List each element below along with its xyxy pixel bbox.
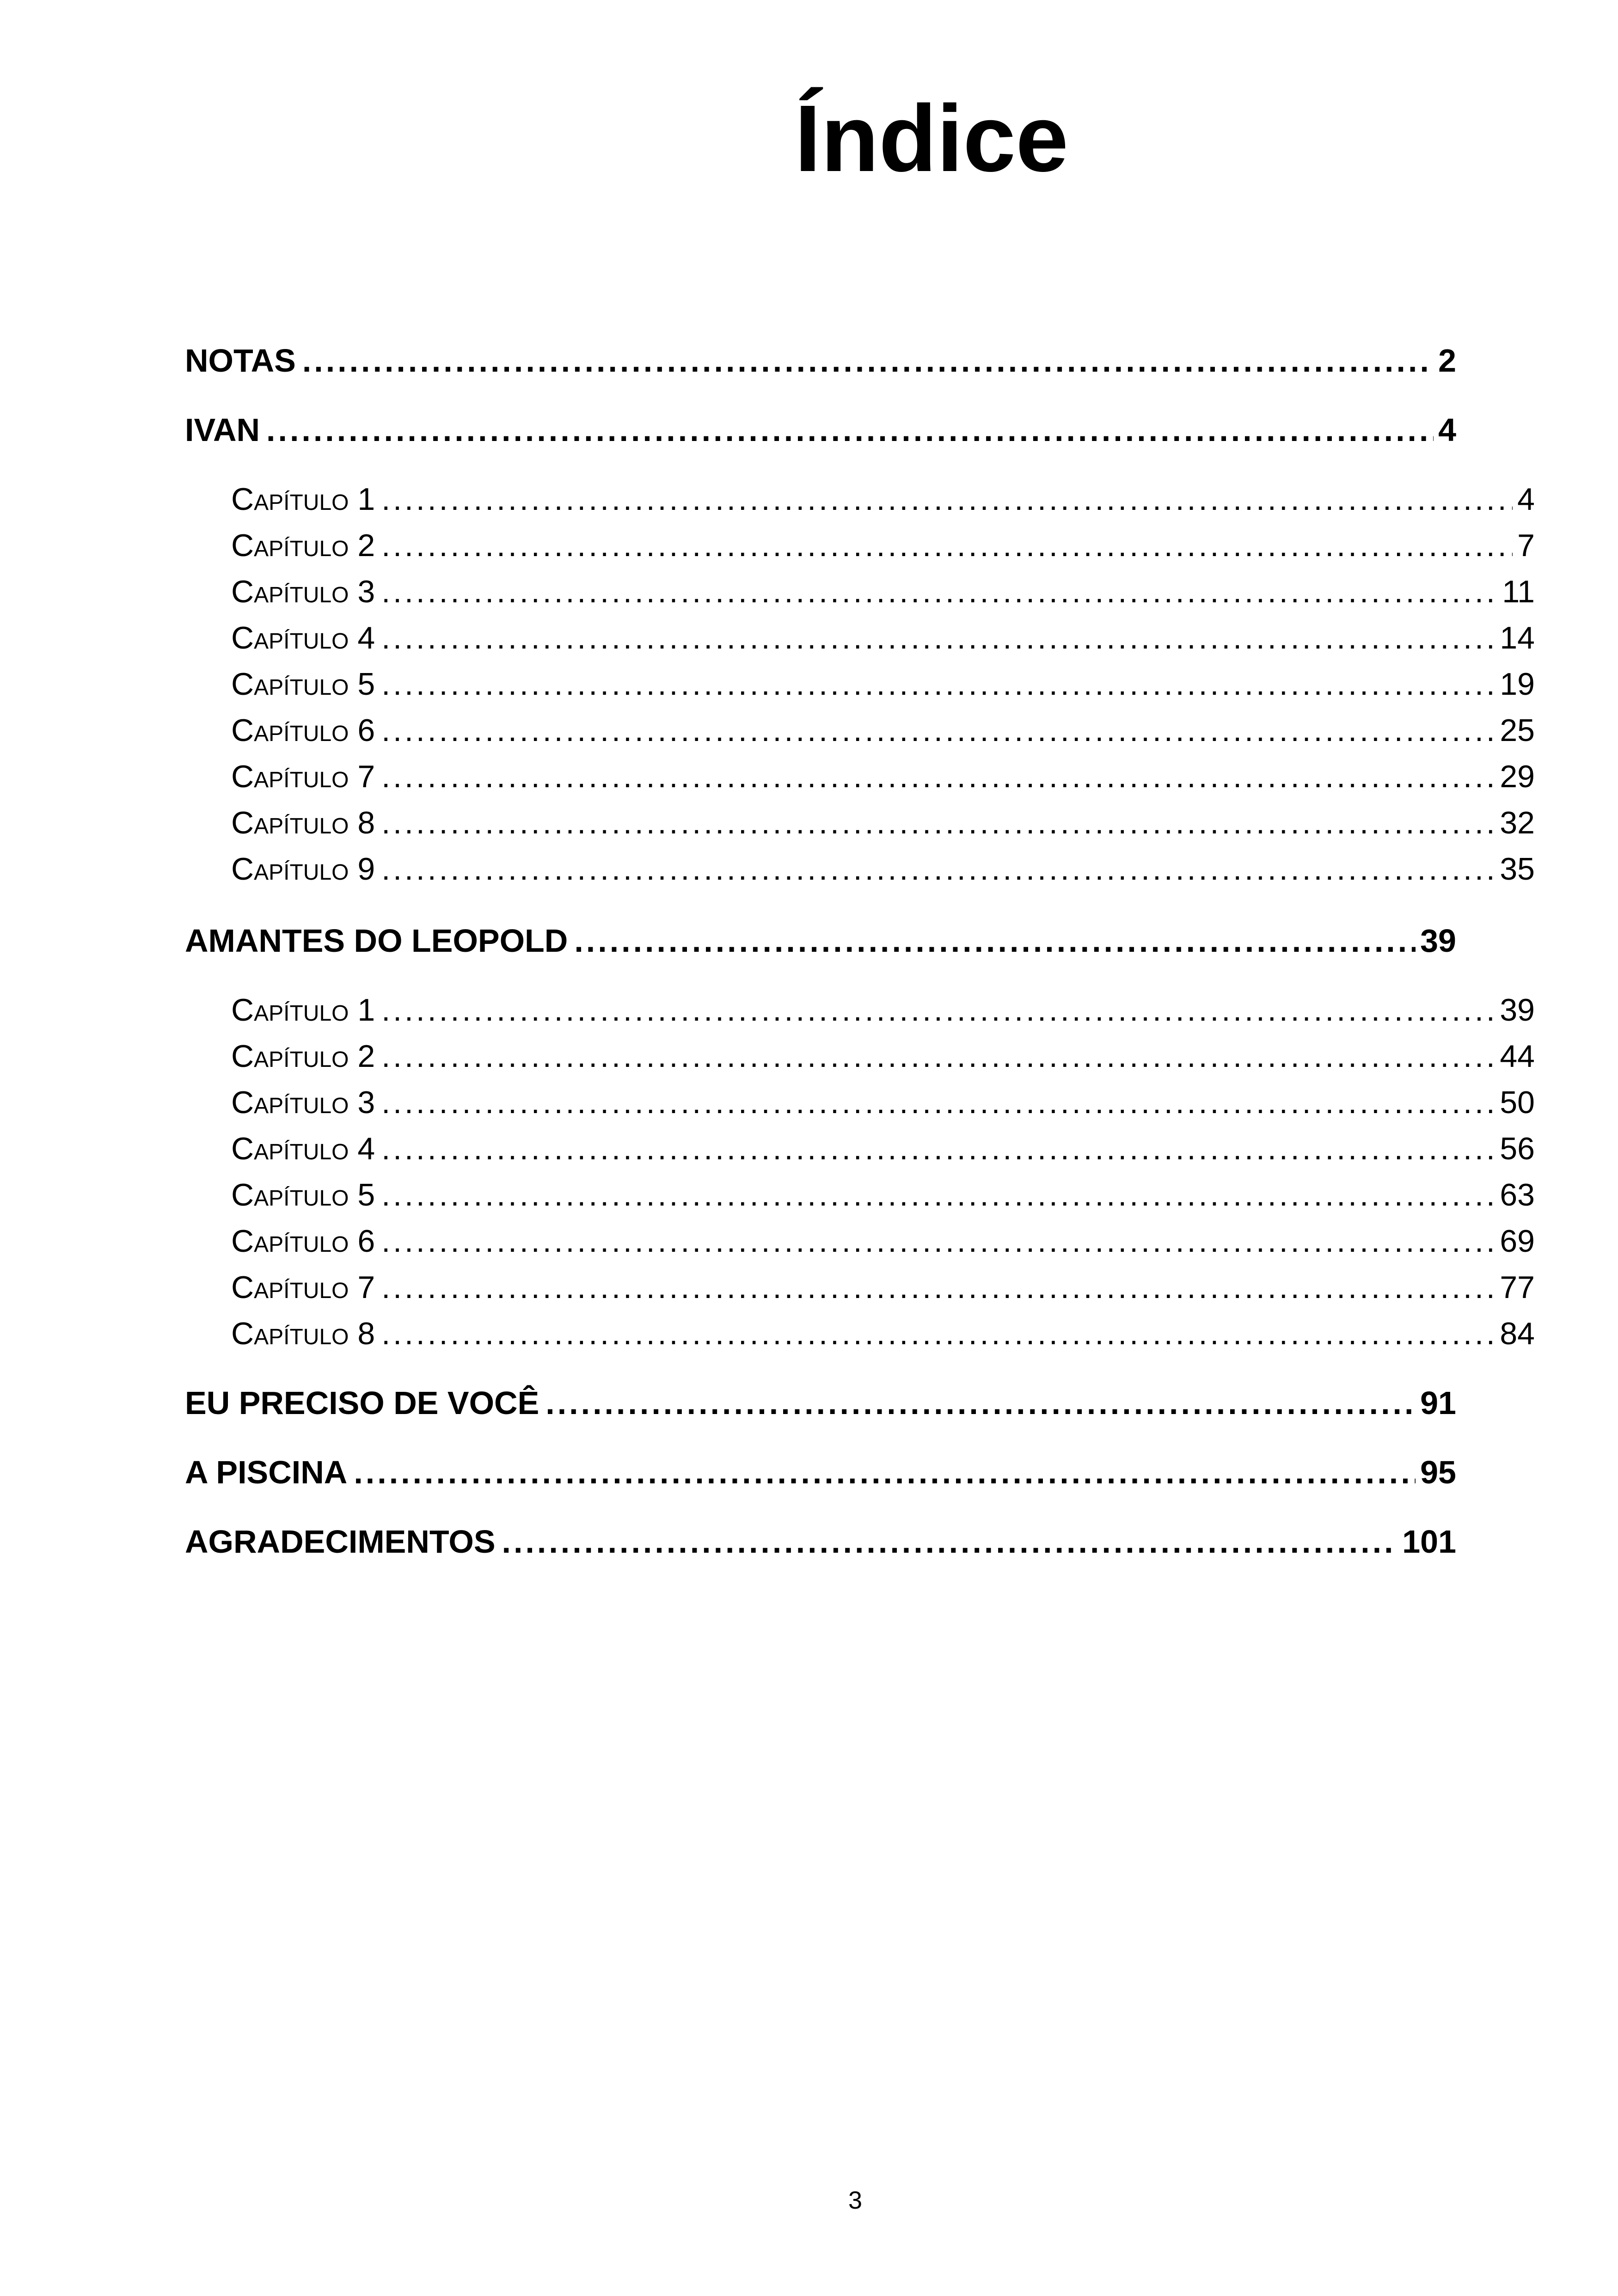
dot-leader (381, 987, 1495, 1033)
toc-entry-label: Capítulo 2 (231, 528, 375, 563)
toc-chapter-entry[interactable] (231, 846, 1535, 892)
toc-entry-label: Capítulo 5 (231, 1177, 375, 1212)
toc-chapter-entry[interactable] (231, 1126, 1535, 1172)
toc-entry-label: EU PRECISO DE VOCÊ (185, 1385, 539, 1421)
toc-entry-page-number: 39 (1500, 992, 1535, 1028)
toc-entry-label: Capítulo 6 (231, 1224, 375, 1259)
toc-entry-page-number: 4 (1438, 412, 1456, 448)
dot-leader (381, 615, 1495, 661)
toc-entry-page-number: 63 (1500, 1177, 1535, 1212)
dot-leader (381, 476, 1513, 522)
toc-entry-label: Capítulo 3 (231, 1085, 375, 1120)
toc-section-entry[interactable] (185, 1518, 1456, 1565)
toc-entry-label: NOTAS (185, 343, 296, 379)
toc-entry-label: AMANTES DO LEOPOLD (185, 923, 568, 959)
toc-entry-page-number: 32 (1500, 805, 1535, 840)
dot-leader (381, 1172, 1495, 1218)
toc-chapter-entry[interactable] (231, 1033, 1535, 1079)
toc-entry-label: Capítulo 8 (231, 805, 375, 840)
dot-leader (545, 1380, 1416, 1426)
toc-entry-page-number: 4 (1517, 482, 1535, 517)
toc-entry-page-number: 44 (1500, 1039, 1535, 1074)
toc-entry-page-number: 95 (1420, 1454, 1456, 1490)
toc-chapter-entry[interactable] (231, 1218, 1535, 1264)
toc-chapter-entry[interactable] (231, 707, 1535, 753)
dot-leader (574, 918, 1416, 964)
toc-chapter-entry[interactable] (231, 1079, 1535, 1126)
toc-entry-label: Capítulo 4 (231, 620, 375, 655)
dot-leader (266, 407, 1434, 453)
dot-leader (502, 1518, 1398, 1565)
page-number: 3 (848, 2186, 863, 2214)
toc-entry-page-number: 14 (1500, 620, 1535, 655)
toc-section-entry[interactable] (185, 407, 1456, 453)
toc-chapter-entry[interactable] (231, 800, 1535, 846)
dot-leader (381, 661, 1495, 707)
dot-leader (381, 800, 1495, 846)
toc-entry-page-number: 91 (1420, 1385, 1456, 1421)
dot-leader (381, 1218, 1495, 1264)
toc-entry-label: Capítulo 7 (231, 759, 375, 794)
dot-leader (381, 1126, 1495, 1172)
toc-entry-label: Capítulo 5 (231, 667, 375, 702)
dot-leader (381, 846, 1495, 892)
toc-section-entry[interactable] (185, 337, 1456, 384)
toc-entry-page-number: 39 (1420, 923, 1456, 959)
toc-chapter-entry[interactable] (231, 476, 1535, 522)
toc-chapter-entry[interactable] (231, 1264, 1535, 1310)
toc-entry-label: A PISCINA (185, 1454, 348, 1490)
toc-entry-page-number: 69 (1500, 1224, 1535, 1259)
toc-entry-page-number: 56 (1500, 1131, 1535, 1166)
dot-leader (381, 707, 1495, 753)
toc-entry-label: Capítulo 1 (231, 992, 375, 1028)
toc-entry-page-number: 7 (1517, 528, 1535, 563)
toc-entry-page-number: 29 (1500, 759, 1535, 794)
toc-entry-page-number: 50 (1500, 1085, 1535, 1120)
toc-entry-page-number: 25 (1500, 713, 1535, 748)
dot-leader (381, 522, 1513, 569)
toc-chapter-entry[interactable] (231, 987, 1535, 1033)
toc-entry-page-number: 11 (1502, 574, 1535, 609)
dot-leader (354, 1449, 1416, 1495)
toc-entry-label: Capítulo 8 (231, 1316, 375, 1351)
toc-chapter-entry[interactable] (231, 753, 1535, 800)
toc-entry-page-number: 35 (1500, 851, 1535, 887)
toc-entry-label: IVAN (185, 412, 260, 448)
toc-entry-label: AGRADECIMENTOS (185, 1524, 496, 1560)
toc-entry-page-number: 2 (1438, 343, 1456, 379)
toc-entry-label: Capítulo 3 (231, 574, 375, 609)
toc-entry-label: Capítulo 4 (231, 1131, 375, 1166)
toc-entry-page-number: 19 (1500, 667, 1535, 702)
toc-entry-label: Capítulo 7 (231, 1270, 375, 1305)
page-title: Índice (794, 86, 1069, 191)
toc-chapter-entry[interactable] (231, 569, 1535, 615)
dot-leader (381, 1264, 1495, 1310)
dot-leader (381, 1079, 1495, 1126)
toc-section-entry[interactable] (185, 1449, 1456, 1495)
toc-chapter-entry[interactable] (231, 615, 1535, 661)
toc-chapter-entry[interactable] (231, 522, 1535, 569)
toc-section-entry[interactable] (185, 918, 1456, 964)
toc-entry-label: Capítulo 9 (231, 851, 375, 887)
toc-entry-page-number: 77 (1500, 1270, 1535, 1305)
dot-leader (381, 1033, 1495, 1079)
dot-leader (381, 753, 1495, 800)
dot-leader (381, 1310, 1495, 1357)
toc-entry-label: Capítulo 6 (231, 713, 375, 748)
toc-entry-page-number: 84 (1500, 1316, 1535, 1351)
toc-chapter-entry[interactable] (231, 1310, 1535, 1357)
toc-entry-label: Capítulo 2 (231, 1039, 375, 1074)
toc-chapter-entry[interactable] (231, 1172, 1535, 1218)
toc-section-entry[interactable] (185, 1380, 1456, 1426)
toc-chapter-entry[interactable] (231, 661, 1535, 707)
toc-entry-page-number: 101 (1402, 1524, 1456, 1560)
dot-leader (381, 569, 1497, 615)
dot-leader (302, 337, 1434, 384)
toc-entry-label: Capítulo 1 (231, 482, 375, 517)
